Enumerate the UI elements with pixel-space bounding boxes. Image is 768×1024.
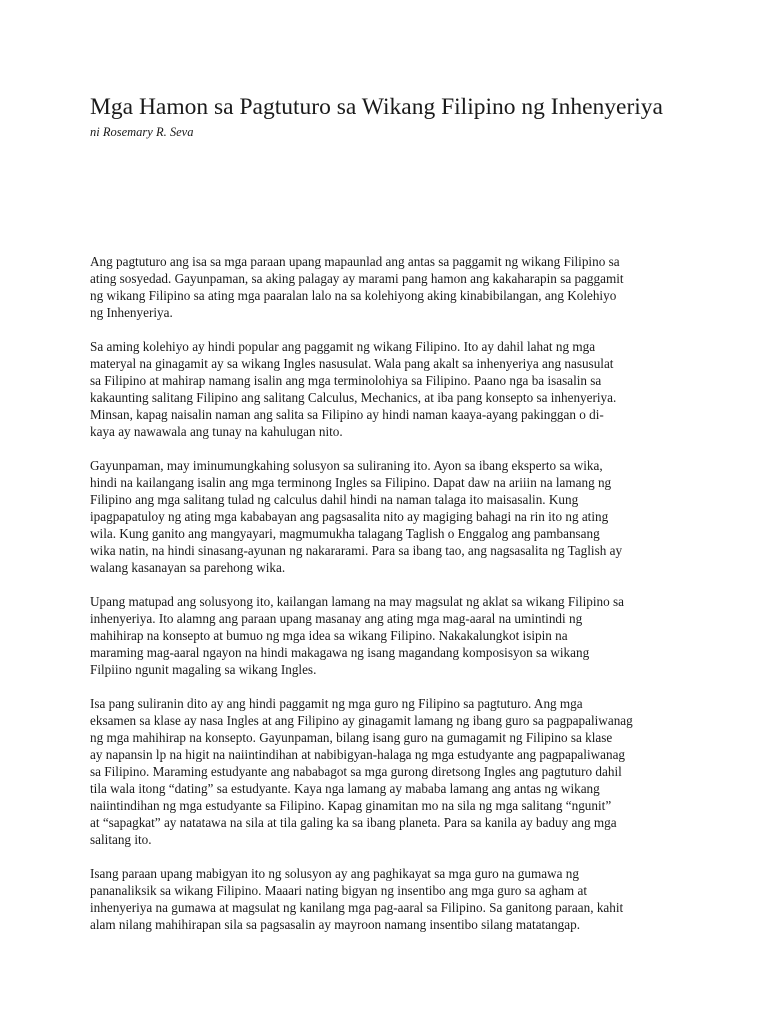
- paragraph-line: maraming mag-aaral ngayon na hindi makagawa ng isang magandang komposisyon sa wikang: [90, 645, 590, 660]
- paragraph-line: kakaunting salitang Filipino ang salitang Calculus, Mechanics, at iba pang konsepto sa inhenyeriya.: [90, 390, 617, 405]
- body-paragraph: [90, 457, 690, 576]
- paragraph-line: Isa pang suliranin dito ay ang hindi paggamit ng mga guro ng Filipino sa pagtuturo. Ang mga: [90, 696, 583, 711]
- paragraph-line: Isang paraan upang mabigyan ito ng solusyon ay ang paghikayat sa mga guro na gumawa ng: [90, 866, 579, 881]
- body-paragraph: [90, 865, 690, 933]
- paragraph-line: wila. Kung ganito ang mangyayari, magmumukha talagang Taglish o Enggalog ang pambansang: [90, 526, 600, 541]
- paragraph-line: ating sosyedad. Gayunpaman, sa aking palagay ay marami pang hamon ang kakaharapin sa paggamit: [90, 271, 624, 286]
- paragraph-line: ng wikang Filipino sa ating mga paaralan lalo na sa kolehiyong aking kinabibilangan, ang Kolehiyo: [90, 288, 617, 303]
- paragraph-line: ay napansin lp na higit na naiintindihan at nabibigyan-halaga ng mga estudyante ang pagpapaliwanag: [90, 747, 626, 762]
- document-title: Mga Hamon sa Pagtuturo sa Wikang Filipino ng Inhenyeriya: [90, 94, 663, 120]
- paragraph-line: Minsan, kapag naisalin naman ang salita sa Filipino ay hindi naman kaaya-ayang pakinggan o di-: [90, 407, 604, 422]
- body-paragraph: [90, 338, 690, 440]
- document-author: ni Rosemary R. Seva: [90, 125, 194, 139]
- paragraph-line: walang kasanayan sa parehong wika.: [90, 560, 286, 575]
- paragraph-line: Gayunpaman, may iminumungkahing solusyon sa suliraning ito. Ayon sa ibang eksperto sa wika,: [90, 458, 603, 473]
- body-paragraph: [90, 593, 690, 678]
- paragraph-line: Filipino ang mga salitang tulad ng calculus dahil hindi na naman talaga ito maisasalin. Kung: [90, 492, 579, 507]
- paragraph-line: ipagpapatuloy ng ating mga kababayan ang pagsasalita nito ay magiging bahagi na rin ito ng ating: [90, 509, 609, 524]
- paragraph-line: Sa aming kolehiyo ay hindi popular ang paggamit ng wikang Filipino. Ito ay dahil lahat ng mga: [90, 339, 596, 354]
- paragraph-line: materyal na ginagamit ay sa wikang Ingles nasusulat. Wala pang akalt sa inhenyeriya ang nasusulat: [90, 356, 614, 371]
- paragraph-line: at “sapagkat” ay natatawa na sila at tila galing ka sa ibang planeta. Para sa kanila ay baduy ang mga: [90, 815, 617, 830]
- paragraph-line: sa Filipino. Maraming estudyante ang nababagot sa mga gurong diretsong Ingles ang pagtuturo dahil: [90, 764, 622, 779]
- paragraph-line: Ang pagtuturo ang isa sa mga paraan upang mapaunlad ang antas sa paggamit ng wikang Filipino sa: [90, 254, 620, 269]
- paragraph-line: pananaliksik sa wikang Filipino. Maaari nating bigyan ng insentibo ang mga guro sa agham at: [90, 883, 587, 898]
- body-paragraph: [90, 695, 690, 848]
- paragraph-line: mahihirap na konsepto at bumuo ng mga idea sa wikang Filipino. Nakakalungkot isipin na: [90, 628, 568, 643]
- paragraph-line: hindi na kailangang isalin ang mga terminong Ingles sa Filipino. Dapat daw na ariiin na lamang ng: [90, 475, 612, 490]
- paragraph-line: tila wala itong “dating” sa estudyante. Kaya nga lamang ay mababa lamang ang antas ng wikang: [90, 781, 600, 796]
- paragraph-line: eksamen sa klase ay nasa Ingles at ang Filipino ay ginagamit lamang ng ibang guro sa pagpapaliwanag: [90, 713, 633, 728]
- paragraph-line: inhenyeriya na gumawa at magsulat ng kanilang mga pag-aaral sa Filipino. Sa ganitong paraan, kahit: [90, 900, 624, 915]
- paragraph-line: sa Filipino at mahirap namang isalin ang mga terminolohiya sa Filipino. Paano nga ba isasalin sa: [90, 373, 602, 388]
- paragraph-line: ng mga mahihirap na konsepto. Gayunpaman, bilang isang guro na gumagamit ng Filipino sa klase: [90, 730, 613, 745]
- paragraph-line: wika natin, na hindi sinasang-ayunan ng nakararami. Para sa ibang tao, ang nagsasalita ng Taglish ay: [90, 543, 623, 558]
- paragraph-line: inhenyeriya. Ito alamng ang paraan upang masanay ang ating mga mag-aaral na umintindi ng: [90, 611, 583, 626]
- paragraph-line: salitang ito.: [90, 832, 152, 847]
- paragraph-line: ng Inhenyeriya.: [90, 305, 173, 320]
- paragraph-line: Upang matupad ang solusyong ito, kailangan lamang na may magsulat ng aklat sa wikang Filipino sa: [90, 594, 624, 609]
- paragraph-line: Filpiino ngunit magaling sa wikang Ingles.: [90, 662, 317, 677]
- body-paragraph: [90, 253, 690, 321]
- paragraph-line: alam nilang mahihirapan sila sa pagsasalin ay mayroon namang insentibo silang matatangap.: [90, 917, 580, 932]
- paragraph-line: kaya ay nawawala ang tunay na kahulugan nito.: [90, 424, 343, 439]
- paragraph-line: naiintindihan ng mga estudyante sa Filipino. Kapag ginamitan mo na sila ng mga salitang “ngunit”: [90, 798, 612, 813]
- document-body: [90, 253, 690, 950]
